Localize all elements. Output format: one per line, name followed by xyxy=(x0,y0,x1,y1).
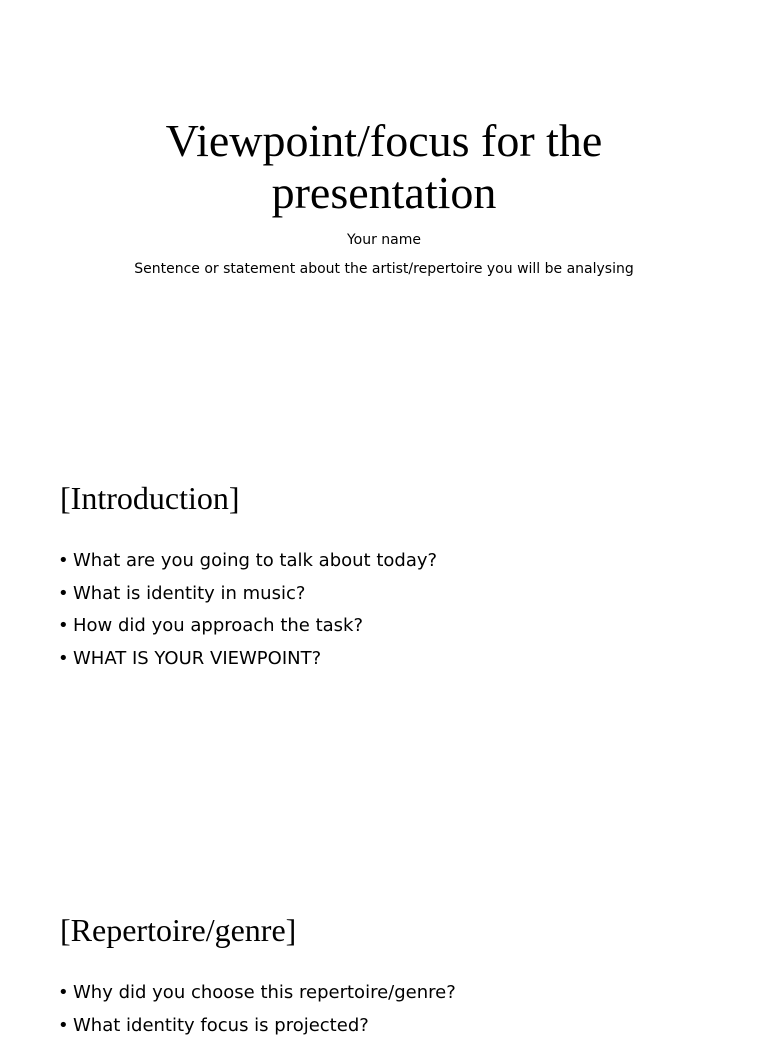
title-line-2: presentation xyxy=(272,167,497,218)
list-item: • How did you approach the task? xyxy=(58,613,437,646)
title-slide xyxy=(0,0,768,432)
presentation-title xyxy=(0,115,768,219)
list-item: • Why did you choose this repertoire/genre? xyxy=(58,980,456,1013)
introduction-bullet-list xyxy=(58,548,437,678)
introduction-slide xyxy=(0,432,768,864)
repertoire-bullet-list xyxy=(58,980,456,1045)
repertoire-slide xyxy=(0,864,768,1024)
repertoire-heading: [Repertoire/genre] xyxy=(60,911,296,949)
presentation-statement: Sentence or statement about the artist/repertoire you will be analysing xyxy=(0,260,768,278)
list-item: • What identity focus is projected? xyxy=(58,1013,456,1045)
title-line-1: Viewpoint/focus for the xyxy=(166,115,603,166)
presenter-name: Your name xyxy=(0,231,768,249)
list-item: • What are you going to talk about today? xyxy=(58,548,437,581)
list-item: • WHAT IS YOUR VIEWPOINT? xyxy=(58,646,437,679)
list-item: • What is identity in music? xyxy=(58,581,437,614)
introduction-heading: [Introduction] xyxy=(60,479,240,517)
